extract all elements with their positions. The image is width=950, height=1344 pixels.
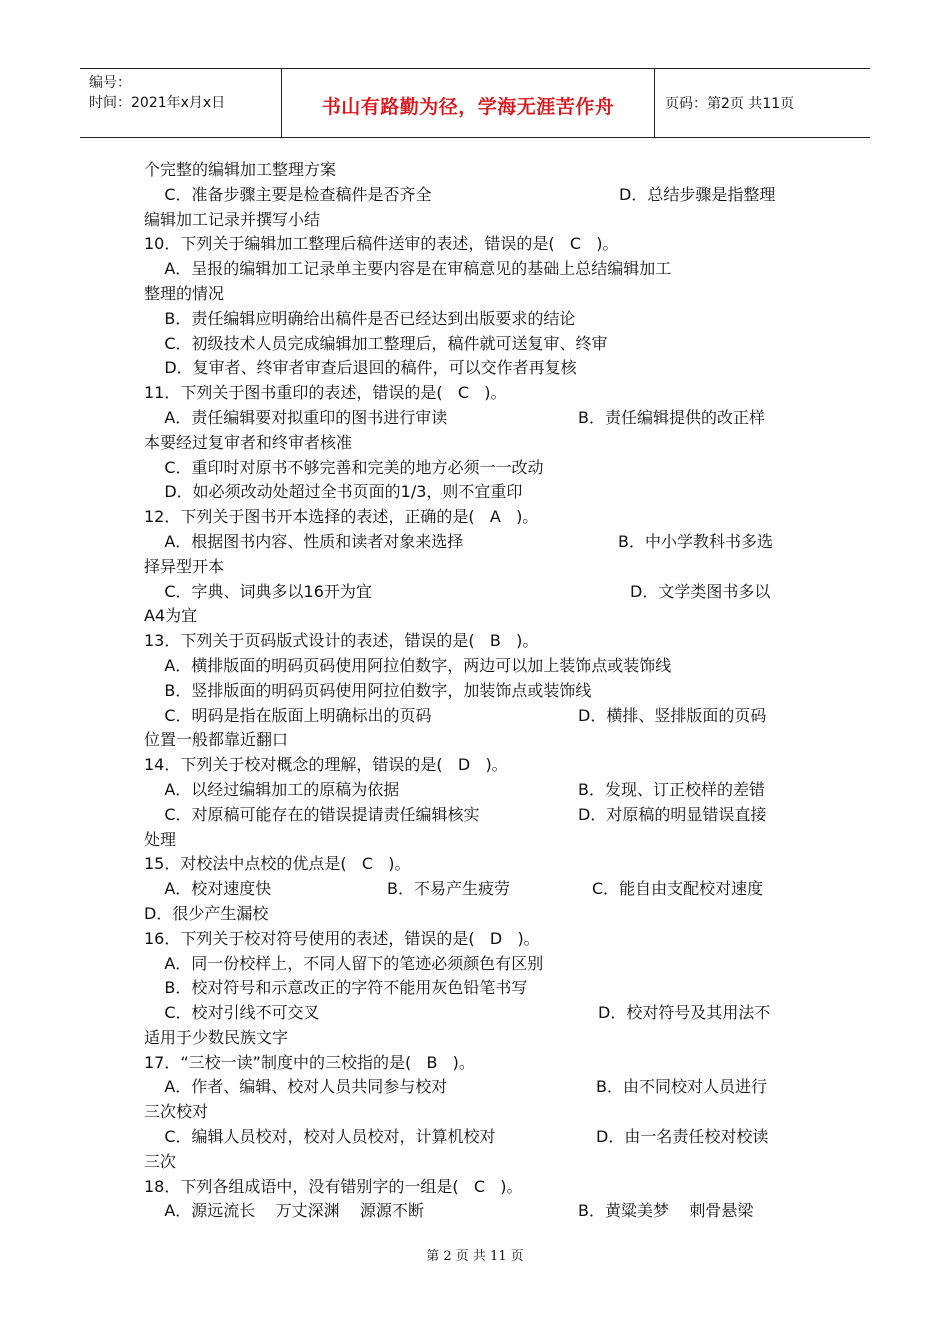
text-segment: 13．下列关于页码版式设计的表述，错误的是( B )。 (144, 631, 539, 651)
text-segment: 14．下列关于校对概念的理解，错误的是( D )。 (144, 755, 508, 775)
text-segment: 处理 (144, 829, 177, 849)
text-line (144, 183, 810, 208)
text-line (144, 654, 810, 679)
header-info-cell (80, 69, 282, 137)
text-segment: D．很少产生漏校 (144, 903, 269, 923)
text-line (144, 1125, 810, 1150)
text-segment: B．责任编辑应明确给出稿件是否已经达到出版要求的结论 (144, 308, 576, 328)
text-line (144, 406, 810, 431)
text-line (144, 1199, 810, 1224)
text-line (144, 480, 810, 505)
text-segment: 17．“三校一读”制度中的三校指的是( B )。 (144, 1052, 475, 1072)
text-segment: 择异型开本 (144, 556, 225, 576)
text-segment: 16．下列关于校对符号使用的表述，错误的是( D )。 (144, 928, 540, 948)
text-segment: 15．对校法中点校的优点是( C )。 (144, 854, 411, 874)
text-segment: 三次 (144, 1151, 177, 1171)
text-segment: B．竖排版面的明码页码使用阿拉伯数字，加装饰点或装饰线 (144, 680, 592, 700)
text-segment: C．对原稿可能存在的错误提请责任编辑核实 (144, 804, 480, 824)
text-line (144, 1051, 810, 1076)
text-segment: C．编辑人员校对，校对人员校对，计算机校对 (144, 1127, 496, 1147)
text-line (144, 728, 810, 753)
text-line (144, 927, 810, 952)
text-line (144, 232, 810, 257)
text-segment: 适用于少数民族文字 (144, 1027, 289, 1047)
text-segment: 12．下列关于图书开本选择的表述，正确的是( A )。 (144, 507, 539, 527)
text-segment: 三次校对 (144, 1102, 209, 1122)
text-line (144, 381, 810, 406)
text-line (144, 555, 810, 580)
text-segment: C．准备步骤主要是检查稿件是否齐全 (144, 184, 432, 204)
text-line (144, 431, 810, 456)
text-segment: B．中小学教科书多选 (618, 531, 773, 551)
text-segment: D．由一名责任校对校读 (596, 1127, 769, 1147)
text-segment: A．源远流长 万丈深渊 源源不断 (144, 1201, 424, 1221)
text-segment: 编辑加工记录并撰写小结 (144, 209, 321, 229)
text-line (144, 1100, 810, 1125)
text-segment: C．能自由支配校对速度 (592, 879, 764, 899)
text-segment: A．以经过编辑加工的原稿为依据 (144, 779, 400, 799)
text-segment: A．责任编辑要对拟重印的图书进行审读 (144, 407, 448, 427)
text-line (144, 753, 810, 778)
text-line (144, 1175, 810, 1200)
text-line (144, 604, 810, 629)
text-line (144, 1026, 810, 1051)
text-line (144, 1075, 810, 1100)
text-segment: B．发现、订正校样的差错 (578, 779, 765, 799)
text-segment: B．由不同校对人员进行 (596, 1077, 767, 1097)
text-line (144, 530, 810, 555)
text-line (144, 1001, 810, 1026)
text-segment: A．同一份校样上，不同人留下的笔迹必须颜色有区别 (144, 953, 544, 973)
text-line (144, 356, 810, 381)
text-segment: 18．下列各组成语中，没有错别字的一组是( C )。 (144, 1176, 523, 1196)
page-label: 页码：第2页 共11页 (665, 96, 795, 112)
text-line (144, 629, 810, 654)
text-segment: 整理的情况 (144, 283, 225, 303)
text-segment: D．横排、竖排版面的页码 (578, 705, 767, 725)
text-line (144, 952, 810, 977)
text-segment: 位置一般都靠近翻口 (144, 730, 289, 750)
text-segment: B．校对符号和示意改正的字符不能用灰色铅笔书写 (144, 978, 528, 998)
header-page-cell (655, 69, 870, 137)
text-segment: 11．下列关于图书重印的表述，错误的是( C )。 (144, 383, 507, 403)
text-line (144, 704, 810, 729)
document-body (144, 158, 810, 1224)
text-segment: A．横排版面的明码页码使用阿拉伯数字，两边可以加上装饰点或装饰线 (144, 655, 672, 675)
text-segment: B．黄粱美梦 刺骨悬梁 (578, 1201, 754, 1221)
text-segment: A．作者、编辑、校对人员共同参与校对 (144, 1077, 448, 1097)
text-line (144, 257, 810, 282)
text-line (144, 332, 810, 357)
text-segment: B．责任编辑提供的改正样 (578, 407, 765, 427)
text-segment: D．文学类图书多以 (630, 581, 771, 601)
text-line (144, 158, 810, 183)
text-segment: A．根据图书内容、性质和读者对象来选择 (144, 531, 464, 551)
text-line (144, 852, 810, 877)
text-segment: D．对原稿的明显错误直接 (578, 804, 767, 824)
text-segment: D．复审者、终审者审查后退回的稿件，可以交作者再复核 (144, 358, 577, 378)
text-line (144, 828, 810, 853)
header-motto-cell (282, 69, 655, 137)
text-line (144, 803, 810, 828)
text-segment: C．明码是指在版面上明确标出的页码 (144, 705, 432, 725)
text-line (144, 1150, 810, 1175)
text-segment: D．校对符号及其用法不 (598, 1003, 771, 1023)
text-line (144, 902, 810, 927)
text-segment: C．重印时对原书不够完善和完美的地方必须一一改动 (144, 457, 544, 477)
text-line (144, 307, 810, 332)
text-line (144, 679, 810, 704)
text-line (144, 208, 810, 233)
text-segment: A．校对速度快 (144, 879, 272, 899)
text-segment: 个完整的编辑加工整理方案 (144, 160, 337, 179)
text-line (144, 282, 810, 307)
text-segment: A4为宜 (144, 606, 198, 626)
text-segment: C．校对引线不可交叉 (144, 1003, 320, 1023)
text-line (144, 976, 810, 1001)
text-segment: D．总结步骤是指整理 (619, 184, 776, 204)
text-line (144, 456, 810, 481)
text-line (144, 877, 810, 902)
text-segment: 本要经过复审者和终审者核准 (144, 432, 353, 452)
motto-text: 书山有路勤为径，学海无涯苦作舟 (321, 95, 615, 118)
page-footer: 第 2 页 共 11 页 (426, 1249, 524, 1264)
text-segment: C．初级技术人员完成编辑加工整理后，稿件就可送复审、终审 (144, 333, 608, 353)
text-segment: C．字典、词典多以16开为宜 (144, 581, 372, 601)
text-segment: 10．下列关于编辑加工整理后稿件送审的表述，错误的是( C )。 (144, 234, 619, 254)
document-header (80, 68, 870, 138)
text-line (144, 580, 810, 605)
text-segment: A．呈报的编辑加工记录单主要内容是在审稿意见的基础上总结编辑加工 (144, 259, 672, 279)
text-line (144, 505, 810, 530)
text-segment: B．不易产生疲劳 (387, 879, 510, 899)
time-label: 时间：2021年x月x日 (89, 95, 226, 111)
text-line (144, 778, 810, 803)
text-segment: D．如必须改动处超过全书页面的1/3，则不宜重印 (144, 482, 523, 502)
number-label: 编号： (89, 75, 131, 91)
